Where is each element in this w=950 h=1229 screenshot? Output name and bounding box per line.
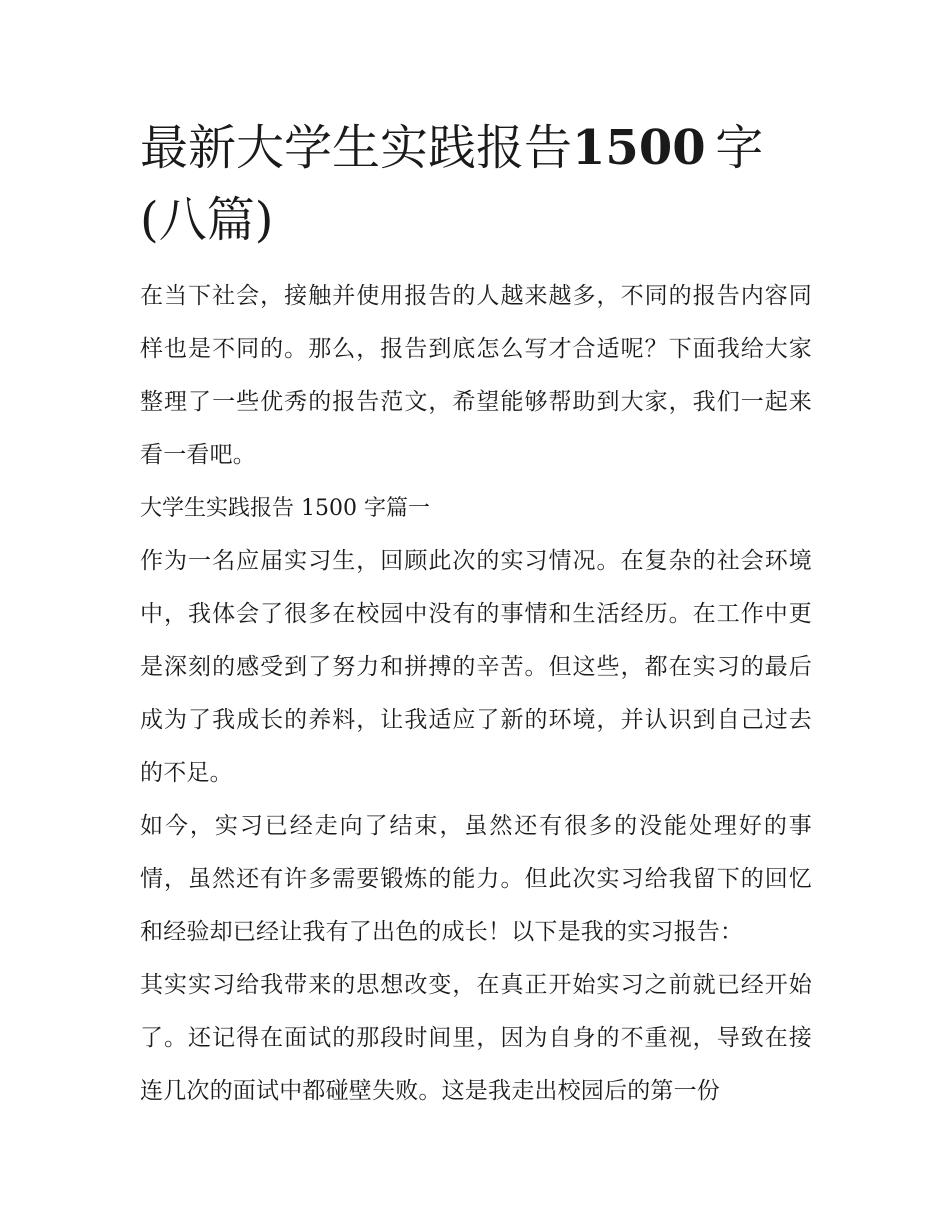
- document-title: [140, 112, 812, 256]
- title-subtitle: (八篇): [140, 192, 274, 248]
- body-paragraph: 作为一名应届实习生，回顾此次的实习情况。在复杂的社会环境中，我体会了很多在校园中没有的事情和生活经历。在工作中更是深刻的感受到了努力和拼搏的辛苦。但这些，都在实习的最后成为了我成长的养料，让我适应了新的环境，并认识到自己过去的不足。: [140, 548, 812, 786]
- body-paragraph: 其实实习给我带来的思想改变，在真正开始实习之前就已经开始了。还记得在面试的那段时间里，因为自身的不重视，导致在接连几次的面试中都碰壁失败。这是我走出校园后的第一份: [140, 972, 812, 1104]
- intro-paragraph: 在当下社会，接触并使用报告的人越来越多，不同的报告内容同样也是不同的。那么，报告到底怎么写才合适呢？下面我给大家整理了一些优秀的报告范文，希望能够帮助到大家，我们一起来看一看吧。: [140, 283, 812, 468]
- section-heading: 大学生实践报告 1500 字篇一: [140, 496, 430, 521]
- document-page: [140, 112, 812, 1118]
- body-paragraph: 如今，实习已经走向了结束，虽然还有很多的没能处理好的事情，虽然还有许多需要锻炼的能力。但此次实习给我留下的回忆和经验却已经让我有了出色的成长！以下是我的实习报告：: [140, 813, 812, 945]
- title-text: 最新大学生实践报告: [140, 120, 573, 176]
- title-suffix: 字: [715, 120, 764, 176]
- title-number: 1500: [572, 120, 706, 176]
